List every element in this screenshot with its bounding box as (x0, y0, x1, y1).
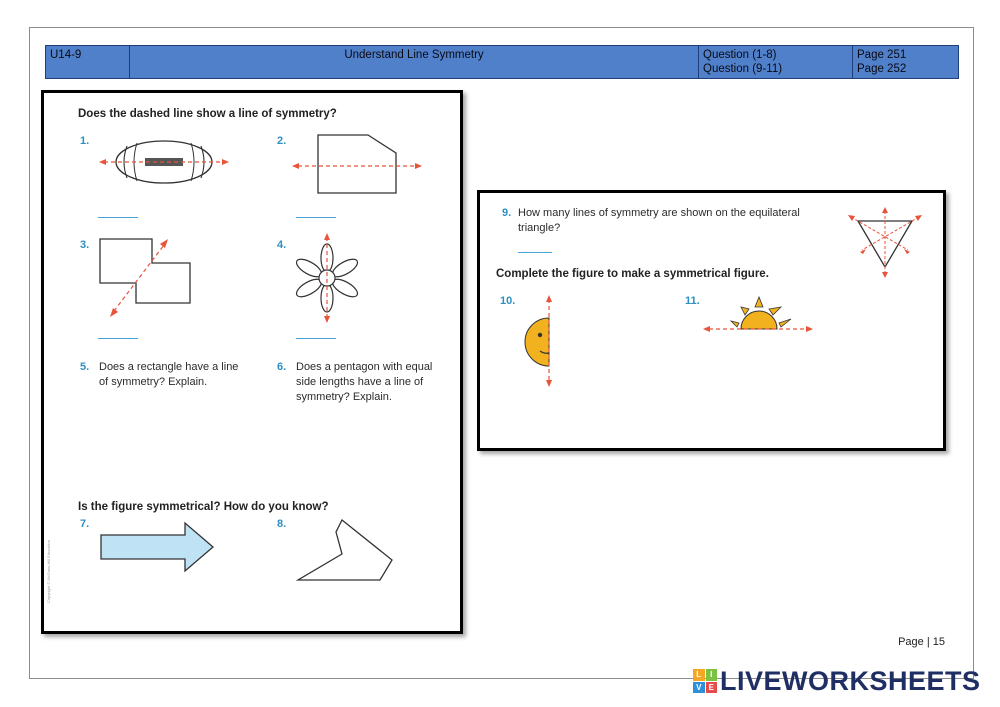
answer-blank-9[interactable] (518, 252, 552, 253)
answer-blank-4[interactable] (296, 338, 336, 339)
equilateral-triangle-figure (848, 205, 923, 280)
right-heading: Complete the figure to make a symmetrical figure. (496, 268, 769, 280)
q6-line2: side lengths have a line of (296, 376, 424, 388)
cut-rectangle-figure (292, 133, 422, 203)
q10-number: 10. (500, 295, 516, 307)
irregular-polygon-figure (294, 518, 394, 588)
question-range-a: Question (1-8) (703, 49, 777, 61)
q5-line1: Does a rectangle have a line (99, 361, 239, 373)
l-shape-figure (96, 233, 206, 323)
q11-number: 11. (685, 295, 700, 307)
page-ref-a: Page 251 (857, 49, 907, 61)
football-figure (99, 138, 229, 188)
item-3-number: 3. (80, 239, 90, 251)
page-refs (853, 46, 959, 79)
flower-figure (292, 233, 362, 323)
question-ranges (699, 46, 853, 79)
item-4-number: 4. (277, 239, 287, 251)
q6-line3: symmetry? Explain. (296, 391, 392, 403)
lesson-title: Understand Line Symmetry (130, 46, 699, 79)
liveworksheets-logo-icon: L I V E (693, 669, 717, 693)
q9-line1: How many lines of symmetry are shown on the equilateral (518, 207, 800, 219)
q8-number: 8. (277, 518, 287, 530)
page-number: Page | 15 (898, 636, 945, 648)
q5-number: 5. (80, 361, 90, 373)
q6-line1: Does a pentagon with equal (296, 361, 433, 373)
q6-number: 6. (277, 361, 287, 373)
answer-blank-1[interactable] (98, 217, 138, 218)
half-sun-figure (703, 293, 813, 338)
q5-line2: of symmetry? Explain. (99, 376, 208, 388)
item-1-number: 1. (80, 135, 90, 147)
lesson-code: U14-9 (46, 46, 130, 79)
liveworksheets-brand (693, 666, 981, 696)
left-heading-2: Is the figure symmetrical? How do you know? (78, 501, 329, 513)
half-smiley-figure (518, 293, 558, 388)
q9-number: 9. (502, 207, 512, 219)
question-range-b: Question (9-11) (703, 63, 783, 75)
answer-blank-2[interactable] (296, 217, 336, 218)
copyright-note: Copyright © McGraw-Hill Education (46, 540, 51, 603)
q9-line2: triangle? (518, 222, 561, 234)
header-table (45, 45, 959, 79)
q7-number: 7. (80, 518, 90, 530)
left-heading: Does the dashed line show a line of symmetry? (78, 108, 337, 120)
left-worksheet-panel (41, 90, 463, 634)
right-worksheet-panel (477, 190, 946, 451)
answer-blank-3[interactable] (98, 338, 138, 339)
page-ref-b: Page 252 (857, 63, 907, 75)
arrow-figure (99, 521, 219, 573)
item-2-number: 2. (277, 135, 287, 147)
brand-wordmark: LIVEWORKSHEETS (720, 666, 981, 696)
